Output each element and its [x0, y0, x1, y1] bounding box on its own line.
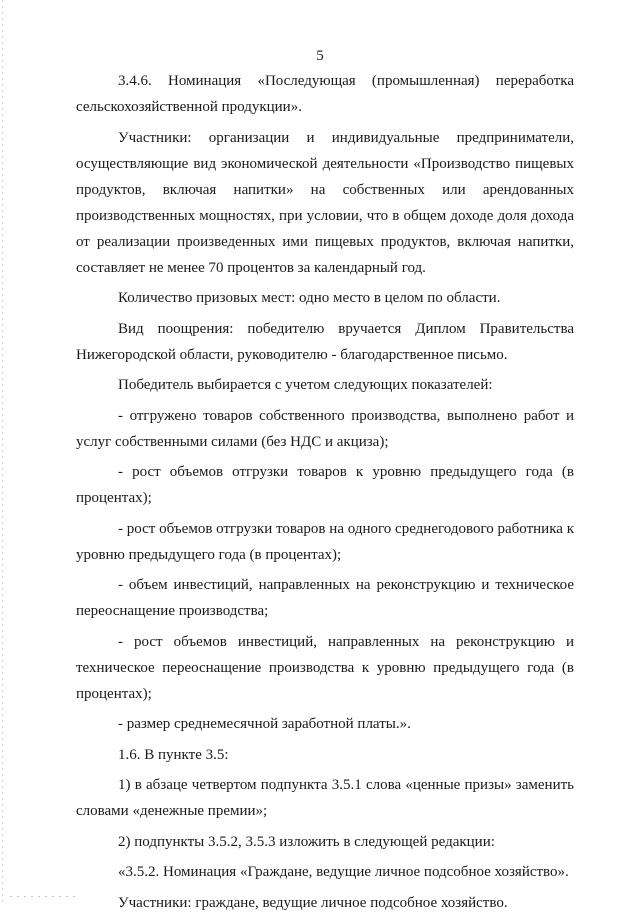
- paragraph-nomination-heading: 3.4.6. Номинация «Последующая (промышленная) переработка сельскохозяйственной продукции».: [76, 73, 574, 115]
- criteria-item: - рост объемов отгрузки товаров на одного среднегодового работника к уровню предыдущего года (в процентах);: [76, 520, 574, 563]
- criteria-item: - размер среднемесячной заработной платы.».: [118, 716, 411, 732]
- scan-bottom-artifact: [10, 896, 80, 897]
- criteria-item: - отгружено товаров собственного производства, выполнено работ и услуг собственными силами (без НДС и акциза);: [76, 407, 574, 450]
- paragraph-clause-1-6: 1.6. В пункте 3.5:: [118, 746, 229, 763]
- page-number: 5: [316, 48, 324, 64]
- paragraph-award-type: Вид поощрения: победителю вручается Диплом Правительства Нижегородской области, руководителю - благодарственное письмо.: [76, 320, 574, 363]
- scan-edge-artifact: [2, 0, 3, 905]
- paragraph-prize-places: Количество призовых мест: одно место в целом по области.: [118, 290, 501, 306]
- paragraph-amendment-1: 1) в абзаце четвертом подпункта 3.5.1 слова «ценные призы» заменить словами «денежные премии»;: [76, 777, 574, 819]
- document-body: [76, 68, 574, 920]
- criteria-item: - объем инвестиций, направленных на реконструкцию и техническое переоснащение производства;: [76, 577, 574, 619]
- paragraph-participants: Участники: организации и индивидуальные предприниматели, осуществляющие вид экономической деятельности «Производство пищевых продуктов, включая напитки» на собственных или арендованных производственных мощностях, при условии, что в общем доходе доля дохода от реализации произведенных ими пищевых продуктов, включая напитки, составляет не менее 70 процентов за календарный год.: [76, 129, 574, 276]
- paragraph-nomination-3-5-2: «3.5.2. Номинация «Граждане, ведущие личное подсобное хозяйство».: [118, 864, 569, 880]
- paragraph-criteria-intro: Победитель выбирается с учетом следующих показателей:: [118, 377, 493, 393]
- criteria-item: - рост объемов инвестиций, направленных на реконструкцию и техническое переоснащение производства к уровню предыдущего года (в процентах);: [76, 633, 574, 702]
- criteria-item: - рост объемов отгрузки товаров к уровню предыдущего года (в процентах);: [76, 464, 574, 506]
- paragraph-participants-3-5-2: Участники: граждане, ведущие личное подсобное хозяйство.: [118, 894, 508, 911]
- paragraph-amendment-2: 2) подпункты 3.5.2, 3.5.3 изложить в следующей редакции:: [118, 833, 495, 850]
